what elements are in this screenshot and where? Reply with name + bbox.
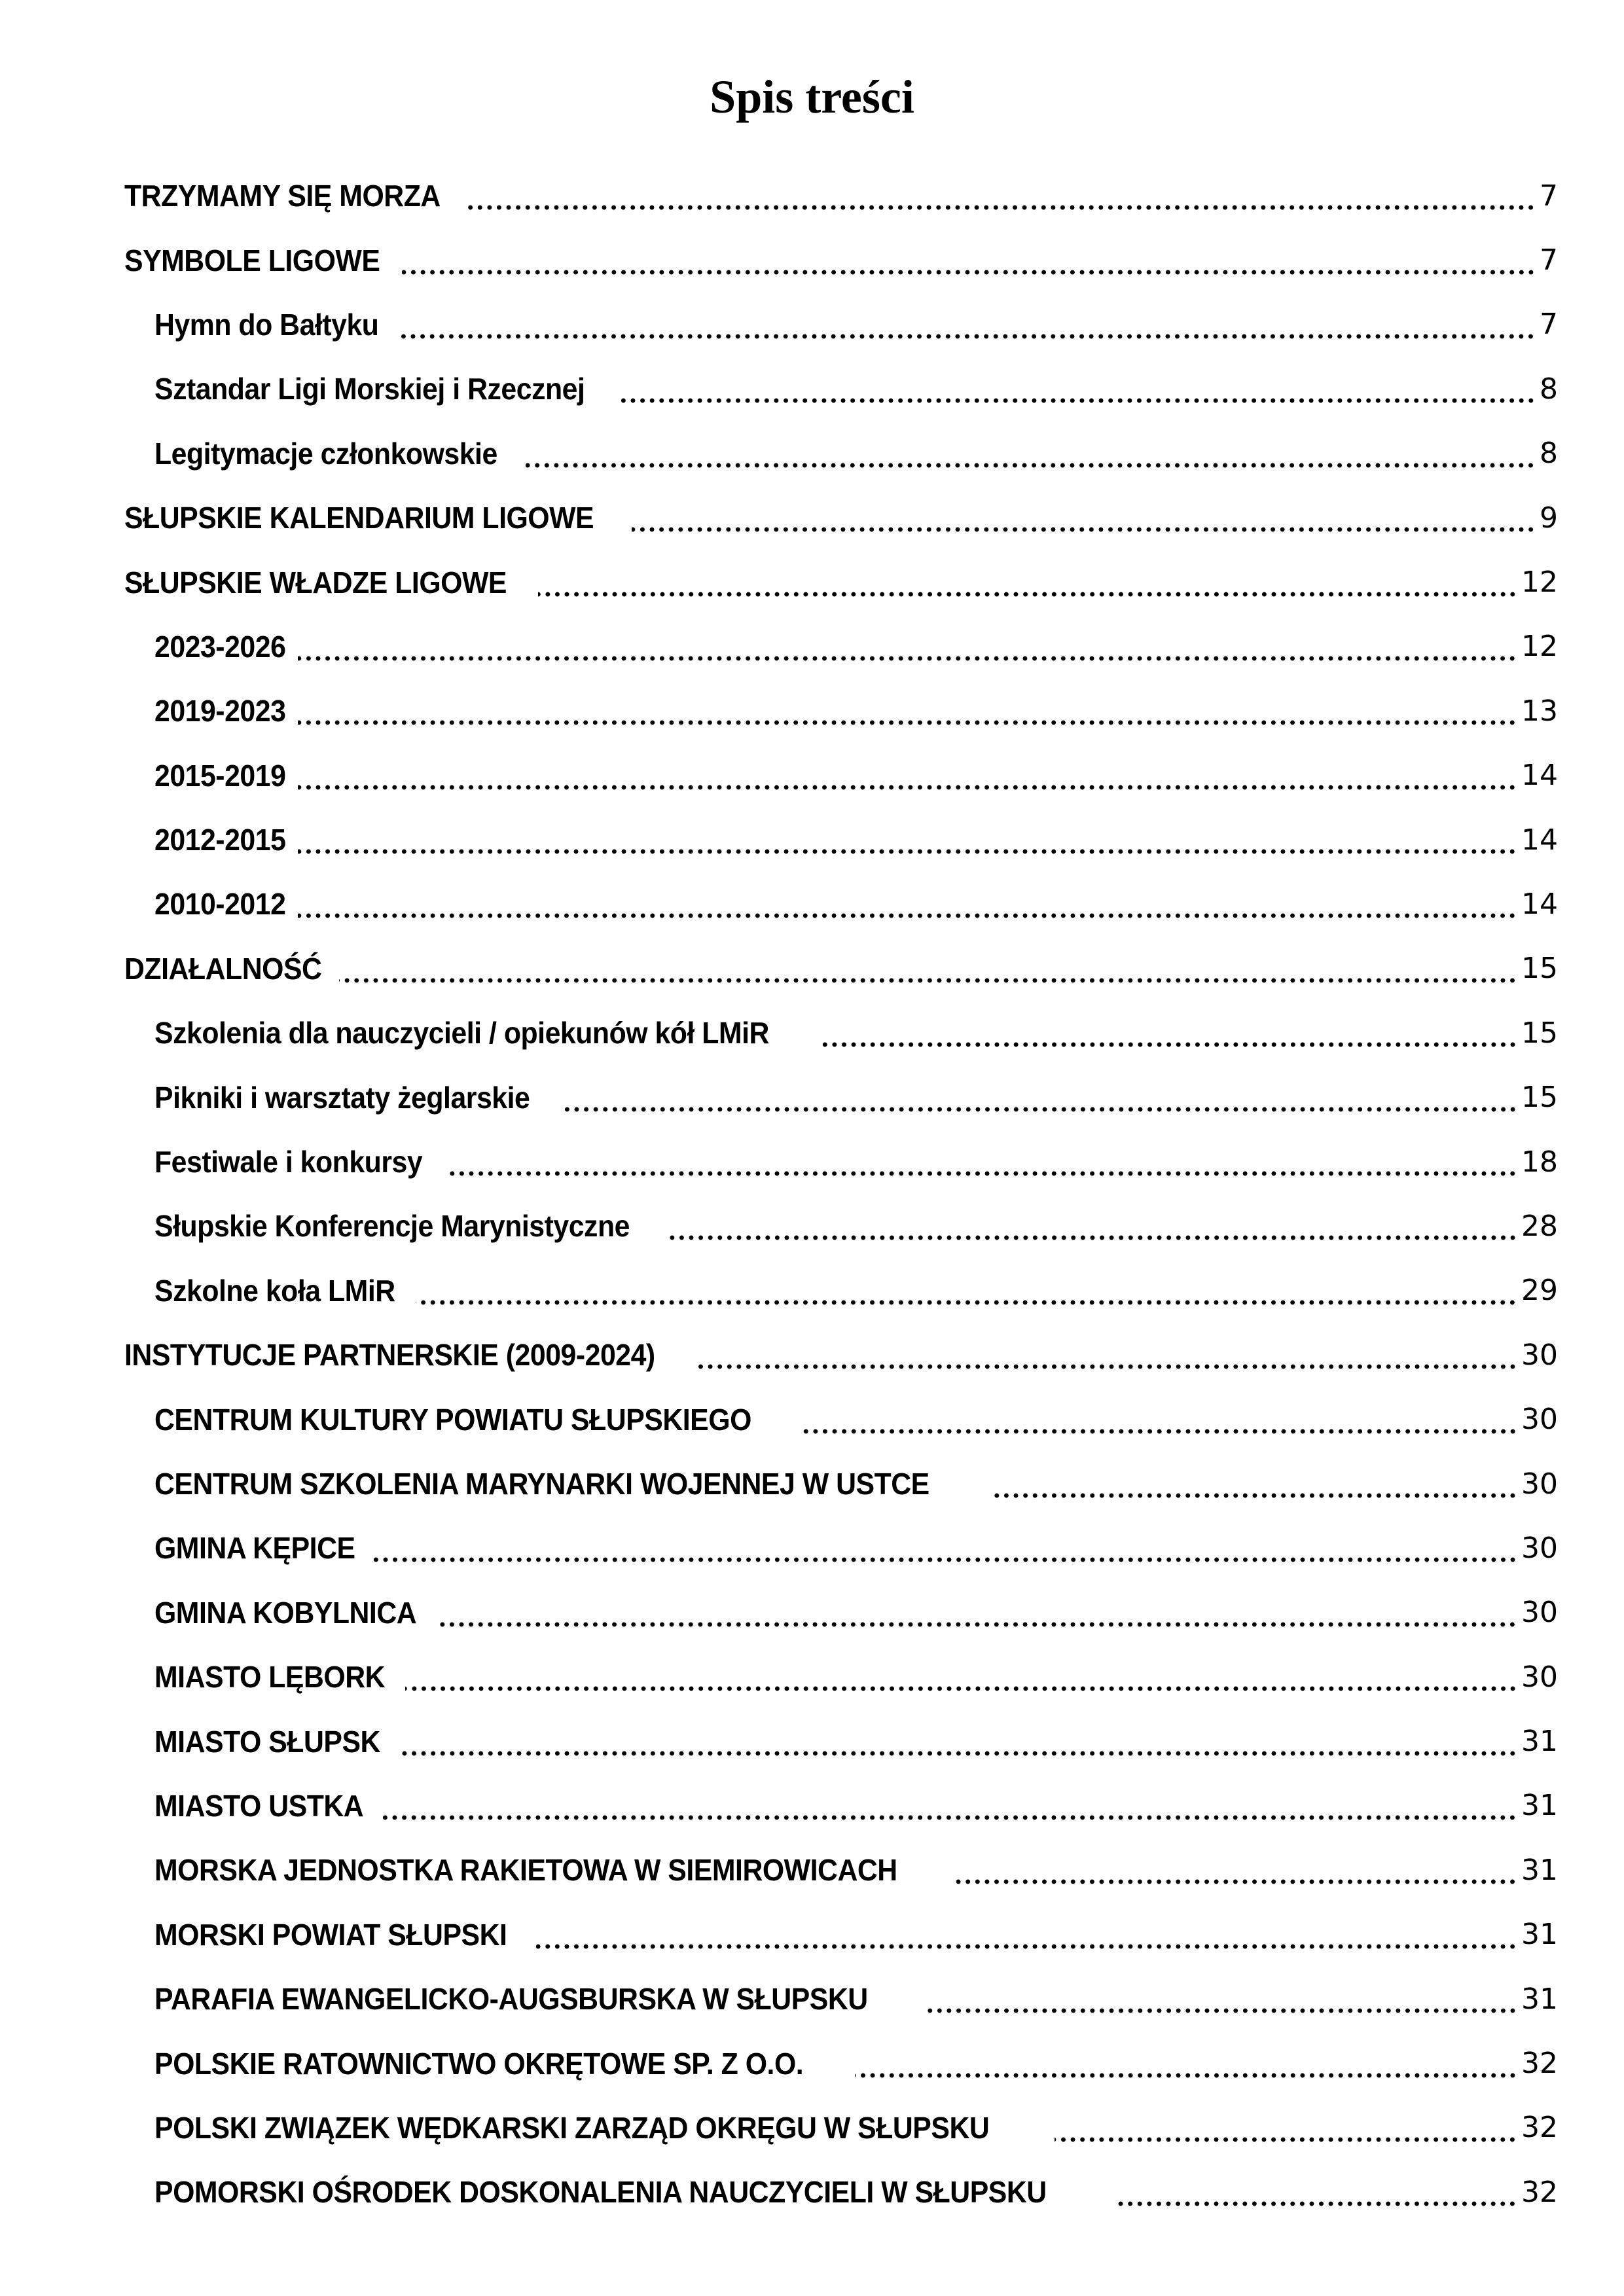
toc-entry-subsection[interactable]	[0, 1001, 1624, 1065]
toc-entry-page-number[interactable]: 15	[1521, 952, 1558, 986]
toc-entry-label[interactable]: INSTYTUCJE PARTNERSKIE (2009-2024)	[124, 1338, 655, 1372]
dot-leader	[1116, 2179, 1517, 2210]
toc-entry-subsection[interactable]	[0, 2160, 1624, 2224]
toc-entry-page-number[interactable]: 7	[1540, 308, 1558, 342]
toc-entry-page-number[interactable]: 30	[1521, 1660, 1558, 1694]
toc-entry-label[interactable]: DZIAŁALNOŚĆ	[124, 951, 322, 986]
toc-entry-section[interactable]	[0, 1323, 1624, 1387]
dot-leader	[402, 248, 1536, 278]
toc-entry-section[interactable]	[0, 486, 1624, 550]
dot-leader	[373, 1535, 1517, 1566]
toc-entry-label[interactable]: TRZYMAMY SIĘ MORZA	[124, 179, 441, 213]
toc-entry-page-number[interactable]: 29	[1521, 1274, 1558, 1308]
toc-entry-subsection[interactable]	[0, 744, 1624, 808]
toc-entry-label[interactable]: Legitymacje członkowskie	[154, 436, 497, 471]
toc-entry-label[interactable]: GMINA KĘPICE	[154, 1531, 355, 1566]
dot-leader	[400, 1729, 1517, 1759]
toc-entry-subsection[interactable]	[0, 293, 1624, 357]
toc-entry-label[interactable]: MIASTO USTKA	[154, 1788, 364, 1823]
dot-leader	[445, 1149, 1517, 1179]
toc-entry-subsection[interactable]	[0, 422, 1624, 486]
toc-entry-label[interactable]: Szkolenia dla nauczycieli / opiekunów kół LMiR	[154, 1016, 769, 1050]
page-title: Spis treści	[710, 71, 914, 123]
toc-entry-page-number[interactable]: 31	[1521, 1918, 1558, 1952]
toc-entry-label[interactable]: Słupskie Konferencje Marynistyczne	[154, 1209, 630, 1244]
toc-entry-subsection[interactable]	[0, 808, 1624, 872]
toc-entry-subsection[interactable]	[0, 615, 1624, 679]
toc-entry-label[interactable]: MIASTO SŁUPSK	[154, 1724, 380, 1759]
dot-leader	[298, 634, 1517, 664]
toc-entry-page-number[interactable]: 31	[1521, 1725, 1558, 1759]
toc-entry-label[interactable]: CENTRUM SZKOLENIA MARYNARKI WOJENNEJ W USTCE	[154, 1467, 929, 1501]
toc-entry-label[interactable]: SŁUPSKIE WŁADZE LIGOWE	[124, 565, 507, 600]
toc-entry-label[interactable]: Szkolne koła LMiR	[154, 1273, 395, 1308]
toc-entry-page-number[interactable]: 12	[1521, 630, 1558, 664]
toc-entry-label[interactable]: POMORSKI OŚRODEK DOSKONALENIA NAUCZYCIELI W SŁUPSKU	[154, 2175, 1047, 2210]
toc-entry-label[interactable]: SŁUPSKIE KALENDARIUM LIGOWE	[124, 501, 594, 535]
toc-entry-page-number[interactable]: 13	[1521, 694, 1558, 728]
dot-leader	[698, 1342, 1517, 1372]
toc-entry-page-number[interactable]: 14	[1521, 823, 1558, 857]
toc-entry-label[interactable]: GMINA KOBYLNICA	[154, 1595, 417, 1630]
dot-leader	[668, 1213, 1517, 1244]
toc-entry-label[interactable]: 2015-2019	[154, 758, 286, 793]
dot-leader	[561, 1085, 1517, 1115]
toc-entry-subsection[interactable]	[0, 1130, 1624, 1194]
dot-leader	[924, 1986, 1517, 2017]
toc-entry-subsection[interactable]	[0, 1259, 1624, 1323]
toc-entry-page-number[interactable]: 12	[1521, 565, 1558, 600]
dot-leader	[439, 1600, 1517, 1630]
toc-entry-page-number[interactable]: 30	[1521, 1338, 1558, 1372]
toc-entry-page-number[interactable]: 14	[1521, 759, 1558, 793]
toc-entry-label[interactable]: 2019-2023	[154, 694, 286, 728]
toc-entry-subsection[interactable]	[0, 1967, 1624, 2031]
toc-entry-section[interactable]	[0, 550, 1624, 614]
toc-entry-label[interactable]: Festiwale i konkursy	[154, 1145, 423, 1179]
dot-leader	[298, 698, 1517, 728]
dot-leader	[536, 1922, 1517, 1952]
toc-entry-subsection[interactable]	[0, 1065, 1624, 1129]
toc-entry-section[interactable]	[0, 164, 1624, 228]
toc-entry-subsection[interactable]	[0, 1452, 1624, 1516]
toc-entry-section[interactable]	[0, 228, 1624, 292]
toc-entry-page-number[interactable]: 15	[1521, 1081, 1558, 1115]
toc-entry-page-number[interactable]: 32	[1521, 2047, 1558, 2081]
toc-entry-label[interactable]: 2023-2026	[154, 629, 286, 664]
dot-leader	[956, 1857, 1517, 1888]
toc-entry-subsection[interactable]	[0, 1581, 1624, 1645]
toc-entry-page-number[interactable]: 30	[1521, 1531, 1558, 1565]
toc-entry-subsection[interactable]	[0, 1709, 1624, 1773]
dot-leader	[298, 827, 1517, 857]
toc-entry-subsection[interactable]	[0, 1387, 1624, 1451]
toc-entry-label[interactable]: 2012-2015	[154, 823, 286, 857]
toc-entry-page-number[interactable]: 8	[1540, 372, 1558, 406]
toc-entry-page-number[interactable]: 30	[1521, 1467, 1558, 1501]
dot-leader	[799, 1407, 1517, 1437]
toc-entry-label[interactable]: 2010-2012	[154, 887, 286, 922]
toc-entry-page-number[interactable]: 31	[1521, 1853, 1558, 1887]
toc-entry-label[interactable]: MORSKA JEDNOSTKA RAKIETOWA W SIEMIROWICACH	[154, 1853, 897, 1888]
dot-leader	[298, 763, 1517, 793]
toc-entry-page-number[interactable]: 28	[1521, 1209, 1558, 1243]
toc-entry-label[interactable]: MIASTO LĘBORK	[154, 1660, 386, 1695]
toc-entry-page-number[interactable]: 9	[1540, 501, 1558, 535]
dot-leader	[526, 441, 1536, 471]
toc-entry-subsection[interactable]	[0, 1645, 1624, 1709]
toc-entry-page-number[interactable]: 30	[1521, 1596, 1558, 1630]
toc-entry-page-number[interactable]: 14	[1521, 887, 1558, 921]
toc-entry-subsection[interactable]	[0, 1194, 1624, 1258]
dot-leader	[398, 312, 1536, 342]
dot-leader	[382, 1793, 1517, 1823]
toc-entry-page-number[interactable]: 7	[1540, 179, 1558, 213]
toc-entry-subsection[interactable]	[0, 1774, 1624, 1838]
dot-leader	[405, 1664, 1517, 1695]
dot-leader	[818, 1020, 1517, 1050]
dot-leader	[339, 956, 1517, 986]
toc-entry-page-number[interactable]: 30	[1521, 1403, 1558, 1437]
dot-leader	[416, 1278, 1517, 1308]
toc-entry-page-number[interactable]: 8	[1540, 437, 1558, 471]
toc-entry-label[interactable]: SYMBOLE LIGOWE	[124, 243, 380, 278]
toc-entry-page-number[interactable]: 15	[1521, 1016, 1558, 1050]
toc-entry-label[interactable]: POLSKIE RATOWNICTWO OKRĘTOWE SP. Z O.O.	[154, 2046, 804, 2081]
toc-entry-subsection[interactable]	[0, 1838, 1624, 1902]
toc-entry-label[interactable]: MORSKI POWIAT SŁUPSKI	[154, 1917, 507, 1952]
toc-entry-subsection[interactable]	[0, 357, 1624, 421]
toc-entry-subsection[interactable]	[0, 1516, 1624, 1580]
dot-leader	[298, 891, 1517, 922]
toc-entry-page-number[interactable]: 32	[1521, 2175, 1558, 2209]
toc-entry-page-number[interactable]: 32	[1521, 2111, 1558, 2145]
toc-entry-label[interactable]: Pikniki i warsztaty żeglarskie	[154, 1080, 530, 1115]
toc-entry-subsection[interactable]	[0, 2096, 1624, 2160]
dot-leader	[990, 1471, 1517, 1501]
toc-entry-subsection[interactable]	[0, 1903, 1624, 1967]
toc-entry-label[interactable]: CENTRUM KULTURY POWIATU SŁUPSKIEGO	[154, 1402, 751, 1437]
toc-entry-subsection[interactable]	[0, 679, 1624, 743]
dot-leader	[632, 505, 1536, 535]
toc-entry-page-number[interactable]: 31	[1521, 1789, 1558, 1823]
dot-leader	[620, 376, 1536, 406]
dot-leader	[1055, 2115, 1517, 2145]
toc-entry-label[interactable]: Sztandar Ligi Morskiej i Rzecznej	[154, 372, 585, 406]
dot-leader	[538, 570, 1517, 600]
toc-entry-page-number[interactable]: 7	[1540, 243, 1558, 278]
dot-leader	[467, 183, 1536, 213]
toc-entry-page-number[interactable]: 31	[1521, 1982, 1558, 2016]
toc-entry-label[interactable]: POLSKI ZWIĄZEK WĘDKARSKI ZARZĄD OKRĘGU W SŁUPSKU	[154, 2110, 990, 2145]
toc-entry-page-number[interactable]: 18	[1521, 1145, 1558, 1179]
toc-entry-label[interactable]: Hymn do Bałtyku	[154, 307, 379, 342]
toc-entry-label[interactable]: PARAFIA EWANGELICKO-AUGSBURSKA W SŁUPSKU	[154, 1982, 868, 2017]
toc-entry-subsection[interactable]	[0, 872, 1624, 936]
toc-entry-subsection[interactable]	[0, 2031, 1624, 2095]
table-of-contents	[0, 164, 1624, 2225]
dot-leader	[855, 2051, 1517, 2081]
toc-entry-section[interactable]	[0, 937, 1624, 1001]
